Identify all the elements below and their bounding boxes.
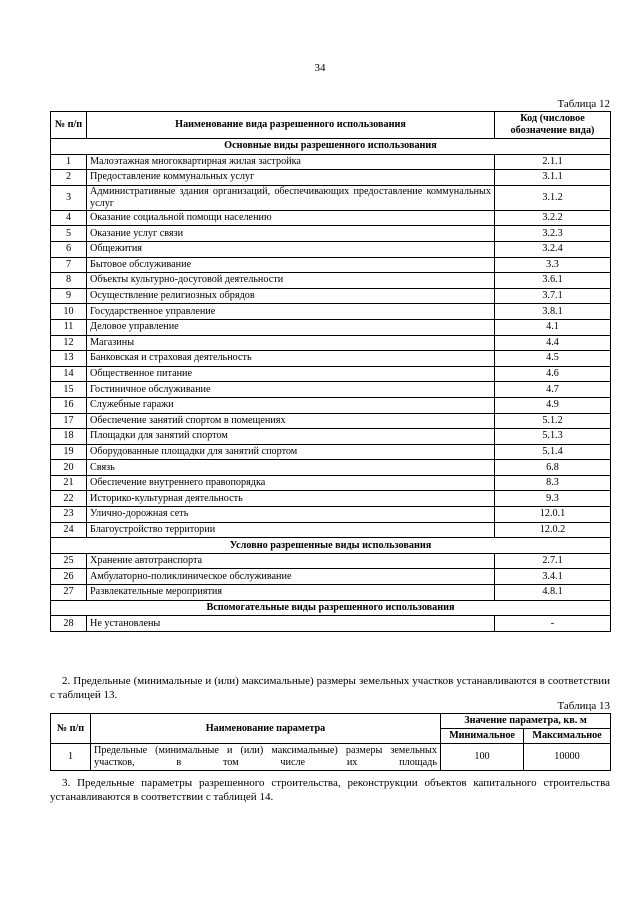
table12-cell-num: 13	[51, 351, 87, 367]
table12-cell-num: 7	[51, 257, 87, 273]
table13-cell-max: 10000	[524, 744, 611, 771]
table12-cell-name: Объекты культурно-досуговой деятельности	[87, 273, 495, 289]
table12-row	[51, 507, 611, 523]
table12-cell-name: Магазины	[87, 335, 495, 351]
table13-header-row	[51, 714, 611, 729]
table13	[50, 713, 611, 771]
table12-cell-name: Развлекательные мероприятия	[87, 585, 495, 601]
table12-header-code: Код (числовое обозначение вида)	[495, 112, 611, 139]
table12-cell-num: 16	[51, 397, 87, 413]
table12-cell-num: 3	[51, 185, 87, 210]
table13-header-num: № п/п	[51, 714, 91, 744]
table12-cell-code: 2.7.1	[495, 553, 611, 569]
table12-cell-code: 4.4	[495, 335, 611, 351]
table12-cell-num: 17	[51, 413, 87, 429]
table12-cell-num: 20	[51, 460, 87, 476]
table13-cell-name: Предельные (минимальные и (или) максимальные) размеры земельных участков, в том числе их площадь	[91, 744, 441, 771]
table12-row	[51, 170, 611, 186]
table12-header-num: № п/п	[51, 112, 87, 139]
table13-row	[51, 744, 611, 771]
table12-row	[51, 257, 611, 273]
table12-section-title: Основные виды разрешенного использования	[51, 139, 611, 155]
table12-cell-name: Общественное питание	[87, 366, 495, 382]
table12-cell-num: 22	[51, 491, 87, 507]
table12-cell-name: Оказание социальной помощи населению	[87, 210, 495, 226]
table12-cell-name: Административные здания организаций, обеспечивающих предоставление коммунальных услуг	[87, 185, 495, 210]
table12-row	[51, 475, 611, 491]
table12-cell-name: Обеспечение внутреннего правопорядка	[87, 475, 495, 491]
table12-cell-num: 27	[51, 585, 87, 601]
table12-cell-name: Амбулаторно-поликлиническое обслуживание	[87, 569, 495, 585]
table12-cell-name: Банковская и страховая деятельность	[87, 351, 495, 367]
table12-cell-code: 3.2.4	[495, 241, 611, 257]
table12-section-title: Вспомогательные виды разрешенного использования	[51, 600, 611, 616]
table12-cell-code: 4.8.1	[495, 585, 611, 601]
table12-cell-num: 28	[51, 616, 87, 632]
table12-cell-num: 6	[51, 241, 87, 257]
table13-header-value-group: Значение параметра, кв. м	[441, 714, 611, 729]
table12-cell-num: 24	[51, 522, 87, 538]
table12-row	[51, 319, 611, 335]
table12-row	[51, 335, 611, 351]
table13-cell-min: 100	[441, 744, 524, 771]
table12-cell-code: 5.1.3	[495, 429, 611, 445]
table12-cell-code: 4.6	[495, 366, 611, 382]
table12-row	[51, 413, 611, 429]
table12-row	[51, 397, 611, 413]
table12-cell-name: Предоставление коммунальных услуг	[87, 170, 495, 186]
table12-cell-code: 4.5	[495, 351, 611, 367]
table12-cell-name: Хранение автотранспорта	[87, 553, 495, 569]
table12-cell-name: Благоустройство территории	[87, 522, 495, 538]
table13-cell-num: 1	[51, 744, 91, 771]
table12-row	[51, 616, 611, 632]
table12-cell-code: 3.2.3	[495, 226, 611, 242]
table13-header-min: Минимальное	[441, 729, 524, 744]
table13-body	[51, 744, 611, 771]
table12-cell-code: 3.2.2	[495, 210, 611, 226]
table12-cell-code: 2.1.1	[495, 154, 611, 170]
table12-cell-num: 18	[51, 429, 87, 445]
table12-row	[51, 585, 611, 601]
table12-row	[51, 273, 611, 289]
table13-header-name: Наименование параметра	[91, 714, 441, 744]
table12-header-row	[51, 112, 611, 139]
table12-header-name: Наименование вида разрешенного использования	[87, 112, 495, 139]
table12-row	[51, 241, 611, 257]
table12-row	[51, 351, 611, 367]
table12-cell-num: 2	[51, 170, 87, 186]
paragraph-2: 2. Предельные (минимальные и (или) максимальные) размеры земельных участков устанавливаются в соответствии с таблицей 13.	[50, 675, 610, 701]
table12-cell-code: 3.1.1	[495, 170, 611, 186]
table12-cell-num: 11	[51, 319, 87, 335]
table12-cell-name: Гостиничное обслуживание	[87, 382, 495, 398]
table12-cell-code: 9.3	[495, 491, 611, 507]
table12-cell-num: 1	[51, 154, 87, 170]
table12-cell-name: Общежития	[87, 241, 495, 257]
table12-cell-code: 4.7	[495, 382, 611, 398]
table12-cell-code: 3.7.1	[495, 288, 611, 304]
table12-cell-num: 26	[51, 569, 87, 585]
table12-cell-name: Государственное управление	[87, 304, 495, 320]
table12-cell-code: 8.3	[495, 475, 611, 491]
table12-cell-num: 25	[51, 553, 87, 569]
table12-section-row	[51, 139, 611, 155]
table12-row	[51, 444, 611, 460]
table12-cell-name: Оборудованные площадки для занятий спортом	[87, 444, 495, 460]
table12-cell-name: Не установлены	[87, 616, 495, 632]
table12-section-title: Условно разрешенные виды использования	[51, 538, 611, 554]
table12-cell-code: 4.1	[495, 319, 611, 335]
table12-cell-code: 5.1.4	[495, 444, 611, 460]
table12-row	[51, 460, 611, 476]
table12-cell-code: 12.0.1	[495, 507, 611, 523]
table12-cell-name: Площадки для занятий спортом	[87, 429, 495, 445]
table12-cell-name: Малоэтажная многоквартирная жилая застройка	[87, 154, 495, 170]
table12-cell-code: 4.9	[495, 397, 611, 413]
table12-cell-code: 3.1.2	[495, 185, 611, 210]
table12-row	[51, 226, 611, 242]
table12	[50, 111, 611, 632]
table12-cell-code: 6.8	[495, 460, 611, 476]
table12-cell-name: Деловое управление	[87, 319, 495, 335]
table12-cell-name: Служебные гаражи	[87, 397, 495, 413]
table12-row	[51, 491, 611, 507]
table12-row	[51, 553, 611, 569]
table13-caption: Таблица 13	[557, 700, 610, 712]
page-number: 34	[314, 62, 326, 74]
table12-cell-code: 3.8.1	[495, 304, 611, 320]
table12-cell-num: 5	[51, 226, 87, 242]
table12-row	[51, 366, 611, 382]
table12-row	[51, 154, 611, 170]
table12-section-row	[51, 600, 611, 616]
table12-row	[51, 382, 611, 398]
table12-cell-num: 14	[51, 366, 87, 382]
table12-cell-name: Связь	[87, 460, 495, 476]
table12-cell-num: 10	[51, 304, 87, 320]
table12-caption: Таблица 12	[557, 98, 610, 110]
table12-cell-name: Бытовое обслуживание	[87, 257, 495, 273]
table12-row	[51, 185, 611, 210]
table12-cell-num: 12	[51, 335, 87, 351]
table12-row	[51, 429, 611, 445]
table12-cell-code: 3.4.1	[495, 569, 611, 585]
paragraph-3: 3. Предельные параметры разрешенного строительства, реконструкции объектов капитального строительства устанавливаются в соответствии с таблицей 14.	[50, 777, 610, 803]
table12-cell-num: 8	[51, 273, 87, 289]
table12-row	[51, 522, 611, 538]
table12-cell-num: 9	[51, 288, 87, 304]
table12-cell-num: 21	[51, 475, 87, 491]
table12-cell-num: 15	[51, 382, 87, 398]
table12-cell-name: Историко-культурная деятельность	[87, 491, 495, 507]
table12-row	[51, 210, 611, 226]
table12-row	[51, 304, 611, 320]
table13-header-max: Максимальное	[524, 729, 611, 744]
table12-cell-num: 19	[51, 444, 87, 460]
table12-body	[51, 139, 611, 632]
table12-cell-code: 5.1.2	[495, 413, 611, 429]
table12-cell-code: 12.0.2	[495, 522, 611, 538]
table12-cell-num: 23	[51, 507, 87, 523]
table12-section-row	[51, 538, 611, 554]
table12-cell-name: Обеспечение занятий спортом в помещениях	[87, 413, 495, 429]
table12-cell-name: Улично-дорожная сеть	[87, 507, 495, 523]
table12-row	[51, 569, 611, 585]
table12-cell-code: 3.6.1	[495, 273, 611, 289]
table12-cell-name: Осуществление религиозных обрядов	[87, 288, 495, 304]
table12-cell-name: Оказание услуг связи	[87, 226, 495, 242]
table12-cell-code: -	[495, 616, 611, 632]
table12-cell-code: 3.3	[495, 257, 611, 273]
table12-cell-num: 4	[51, 210, 87, 226]
table12-row	[51, 288, 611, 304]
